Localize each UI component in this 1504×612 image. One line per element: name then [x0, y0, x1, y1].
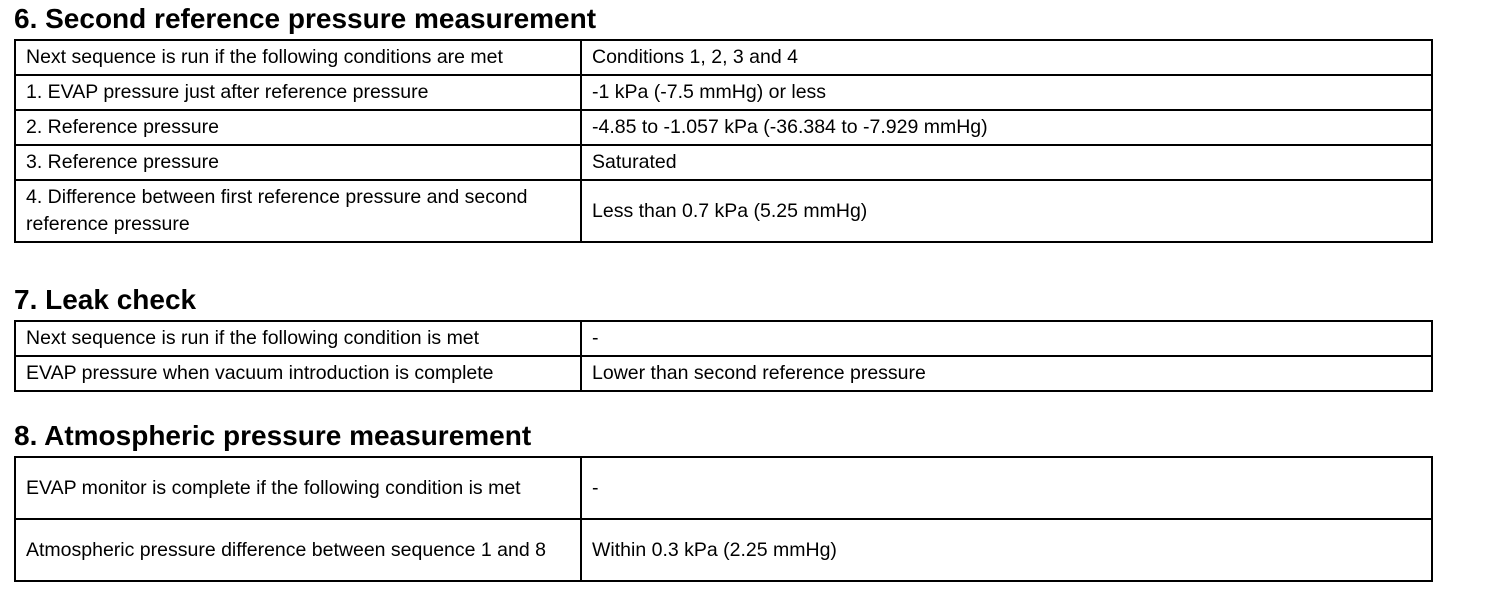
- section-8-title: 8. Atmospheric pressure measurement: [14, 420, 532, 451]
- table-row: [15, 321, 1432, 356]
- condition-value: Saturated: [581, 145, 1432, 180]
- condition-label: Next sequence is run if the following conditions are met: [15, 40, 581, 75]
- section-6-title: 6. Second reference pressure measurement: [14, 3, 597, 34]
- table-row: [15, 75, 1432, 110]
- condition-label: 4. Difference between first reference pressure and second reference pressure: [15, 180, 581, 242]
- condition-label: Next sequence is run if the following condition is met: [15, 321, 581, 356]
- condition-label: 3. Reference pressure: [15, 145, 581, 180]
- condition-label: EVAP pressure when vacuum introduction is complete: [15, 356, 581, 391]
- section-7-table: [14, 320, 1433, 392]
- condition-label: 1. EVAP pressure just after reference pressure: [15, 75, 581, 110]
- condition-label: EVAP monitor is complete if the following condition is met: [15, 457, 581, 519]
- section-7-title: 7. Leak check: [14, 284, 197, 315]
- condition-value: -: [581, 321, 1432, 356]
- condition-value: Lower than second reference pressure: [581, 356, 1432, 391]
- condition-value: Conditions 1, 2, 3 and 4: [581, 40, 1432, 75]
- condition-value: -: [581, 457, 1432, 519]
- table-row: [15, 519, 1432, 581]
- condition-value: -1 kPa (-7.5 mmHg) or less: [581, 75, 1432, 110]
- condition-value: -4.85 to -1.057 kPa (-36.384 to -7.929 mmHg): [581, 110, 1432, 145]
- section-8-table: [14, 456, 1433, 582]
- table-row: [15, 180, 1432, 242]
- table-row: [15, 356, 1432, 391]
- table-row: [15, 110, 1432, 145]
- table-row: [15, 40, 1432, 75]
- condition-label: 2. Reference pressure: [15, 110, 581, 145]
- condition-value: Within 0.3 kPa (2.25 mmHg): [581, 519, 1432, 581]
- table-row: [15, 145, 1432, 180]
- condition-label: Atmospheric pressure difference between sequence 1 and 8: [15, 519, 581, 581]
- condition-value: Less than 0.7 kPa (5.25 mmHg): [581, 180, 1432, 242]
- section-6-table: [14, 39, 1433, 243]
- table-row: [15, 457, 1432, 519]
